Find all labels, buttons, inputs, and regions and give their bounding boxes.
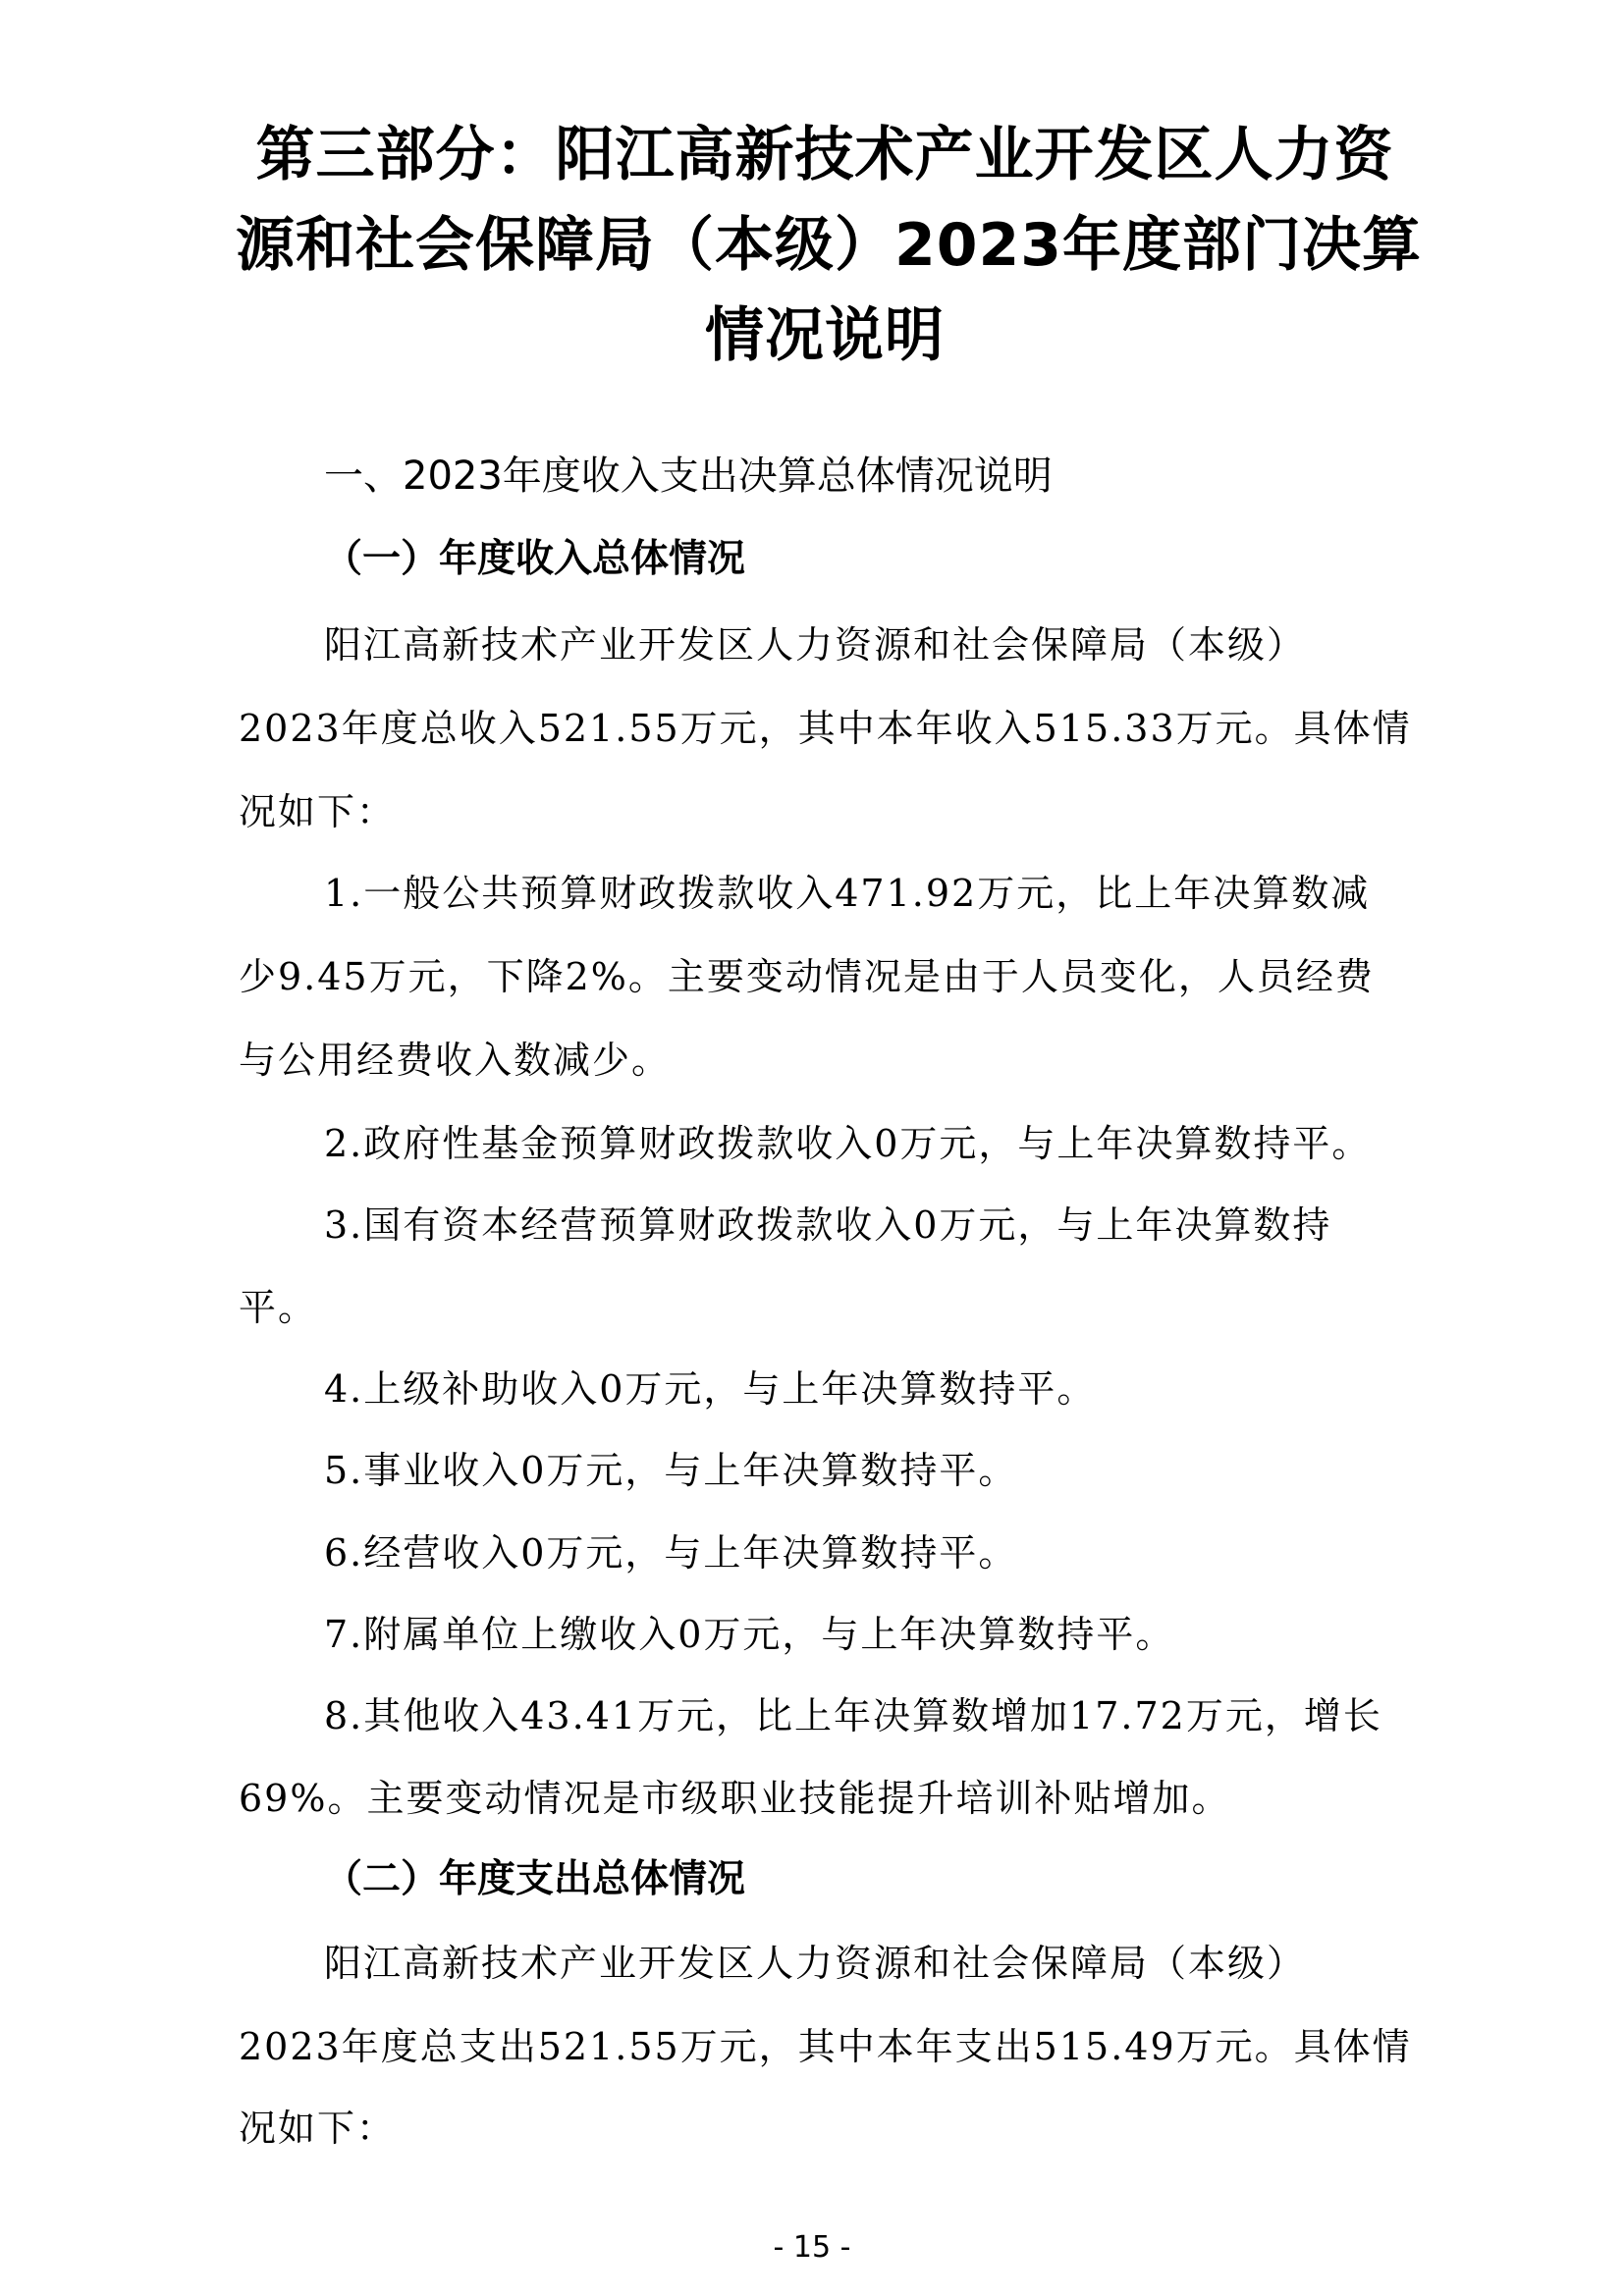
income-item-3-line-2: 平。	[239, 1286, 318, 1329]
income-item-8-line-2: 69%。主要变动情况是市级职业技能提升培训补贴增加。	[239, 1777, 1231, 1820]
income-item-1-line-2: 少9.45万元，下降2%。主要变动情况是由于人员变化，人员经费	[239, 955, 1375, 998]
expenditure-intro-line-3: 况如下：	[239, 2107, 397, 2150]
expenditure-intro-line-2: 2023年度总支出521.55万元，其中本年支出515.49万元。具体情	[239, 2025, 1412, 2068]
income-item-8-line-1: 8.其他收入43.41万元，比上年决算数增加17.72万元，增长	[324, 1694, 1382, 1737]
page-number: - 15 -	[773, 2230, 851, 2265]
title-line-1: 第三部分：阳江高新技术产业开发区人力资	[255, 121, 1394, 189]
income-heading: （一）年度收入总体情况	[324, 537, 746, 581]
income-item-7: 7.附属单位上缴收入0万元，与上年决算数持平。	[324, 1613, 1175, 1656]
income-intro-line-3: 况如下：	[239, 790, 397, 833]
document-title	[236, 110, 1422, 381]
title-line-2: 源和社会保障局（本级）2023年度部门决算	[236, 211, 1422, 280]
income-item-6: 6.经营收入0万元，与上年决算数持平。	[324, 1531, 1018, 1575]
income-item-1-line-1: 1.一般公共预算财政拨款收入471.92万元，比上年决算数减	[324, 872, 1371, 915]
income-item-2: 2.政府性基金预算财政拨款收入0万元，与上年决算数持平。	[324, 1122, 1372, 1165]
expenditure-heading: （二）年度支出总体情况	[324, 1857, 746, 1901]
title-line-3: 情况说明	[705, 301, 945, 370]
income-item-1-line-3: 与公用经费收入数减少。	[239, 1039, 672, 1082]
income-item-4: 4.上级补助收入0万元，与上年决算数持平。	[324, 1367, 1097, 1411]
income-item-5: 5.事业收入0万元，与上年决算数持平。	[324, 1449, 1018, 1492]
expenditure-intro-line-1: 阳江高新技术产业开发区人力资源和社会保障局（本级）	[324, 1942, 1307, 1985]
income-item-3-line-1: 3.国有资本经营预算财政拨款收入0万元，与上年决算数持	[324, 1203, 1332, 1247]
section-1-heading: 一、2023年度收入支出决算总体情况说明	[324, 454, 1053, 499]
income-intro-line-1: 阳江高新技术产业开发区人力资源和社会保障局（本级）	[324, 623, 1307, 667]
income-intro-line-2: 2023年度总收入521.55万元，其中本年收入515.33万元。具体情	[239, 707, 1412, 750]
